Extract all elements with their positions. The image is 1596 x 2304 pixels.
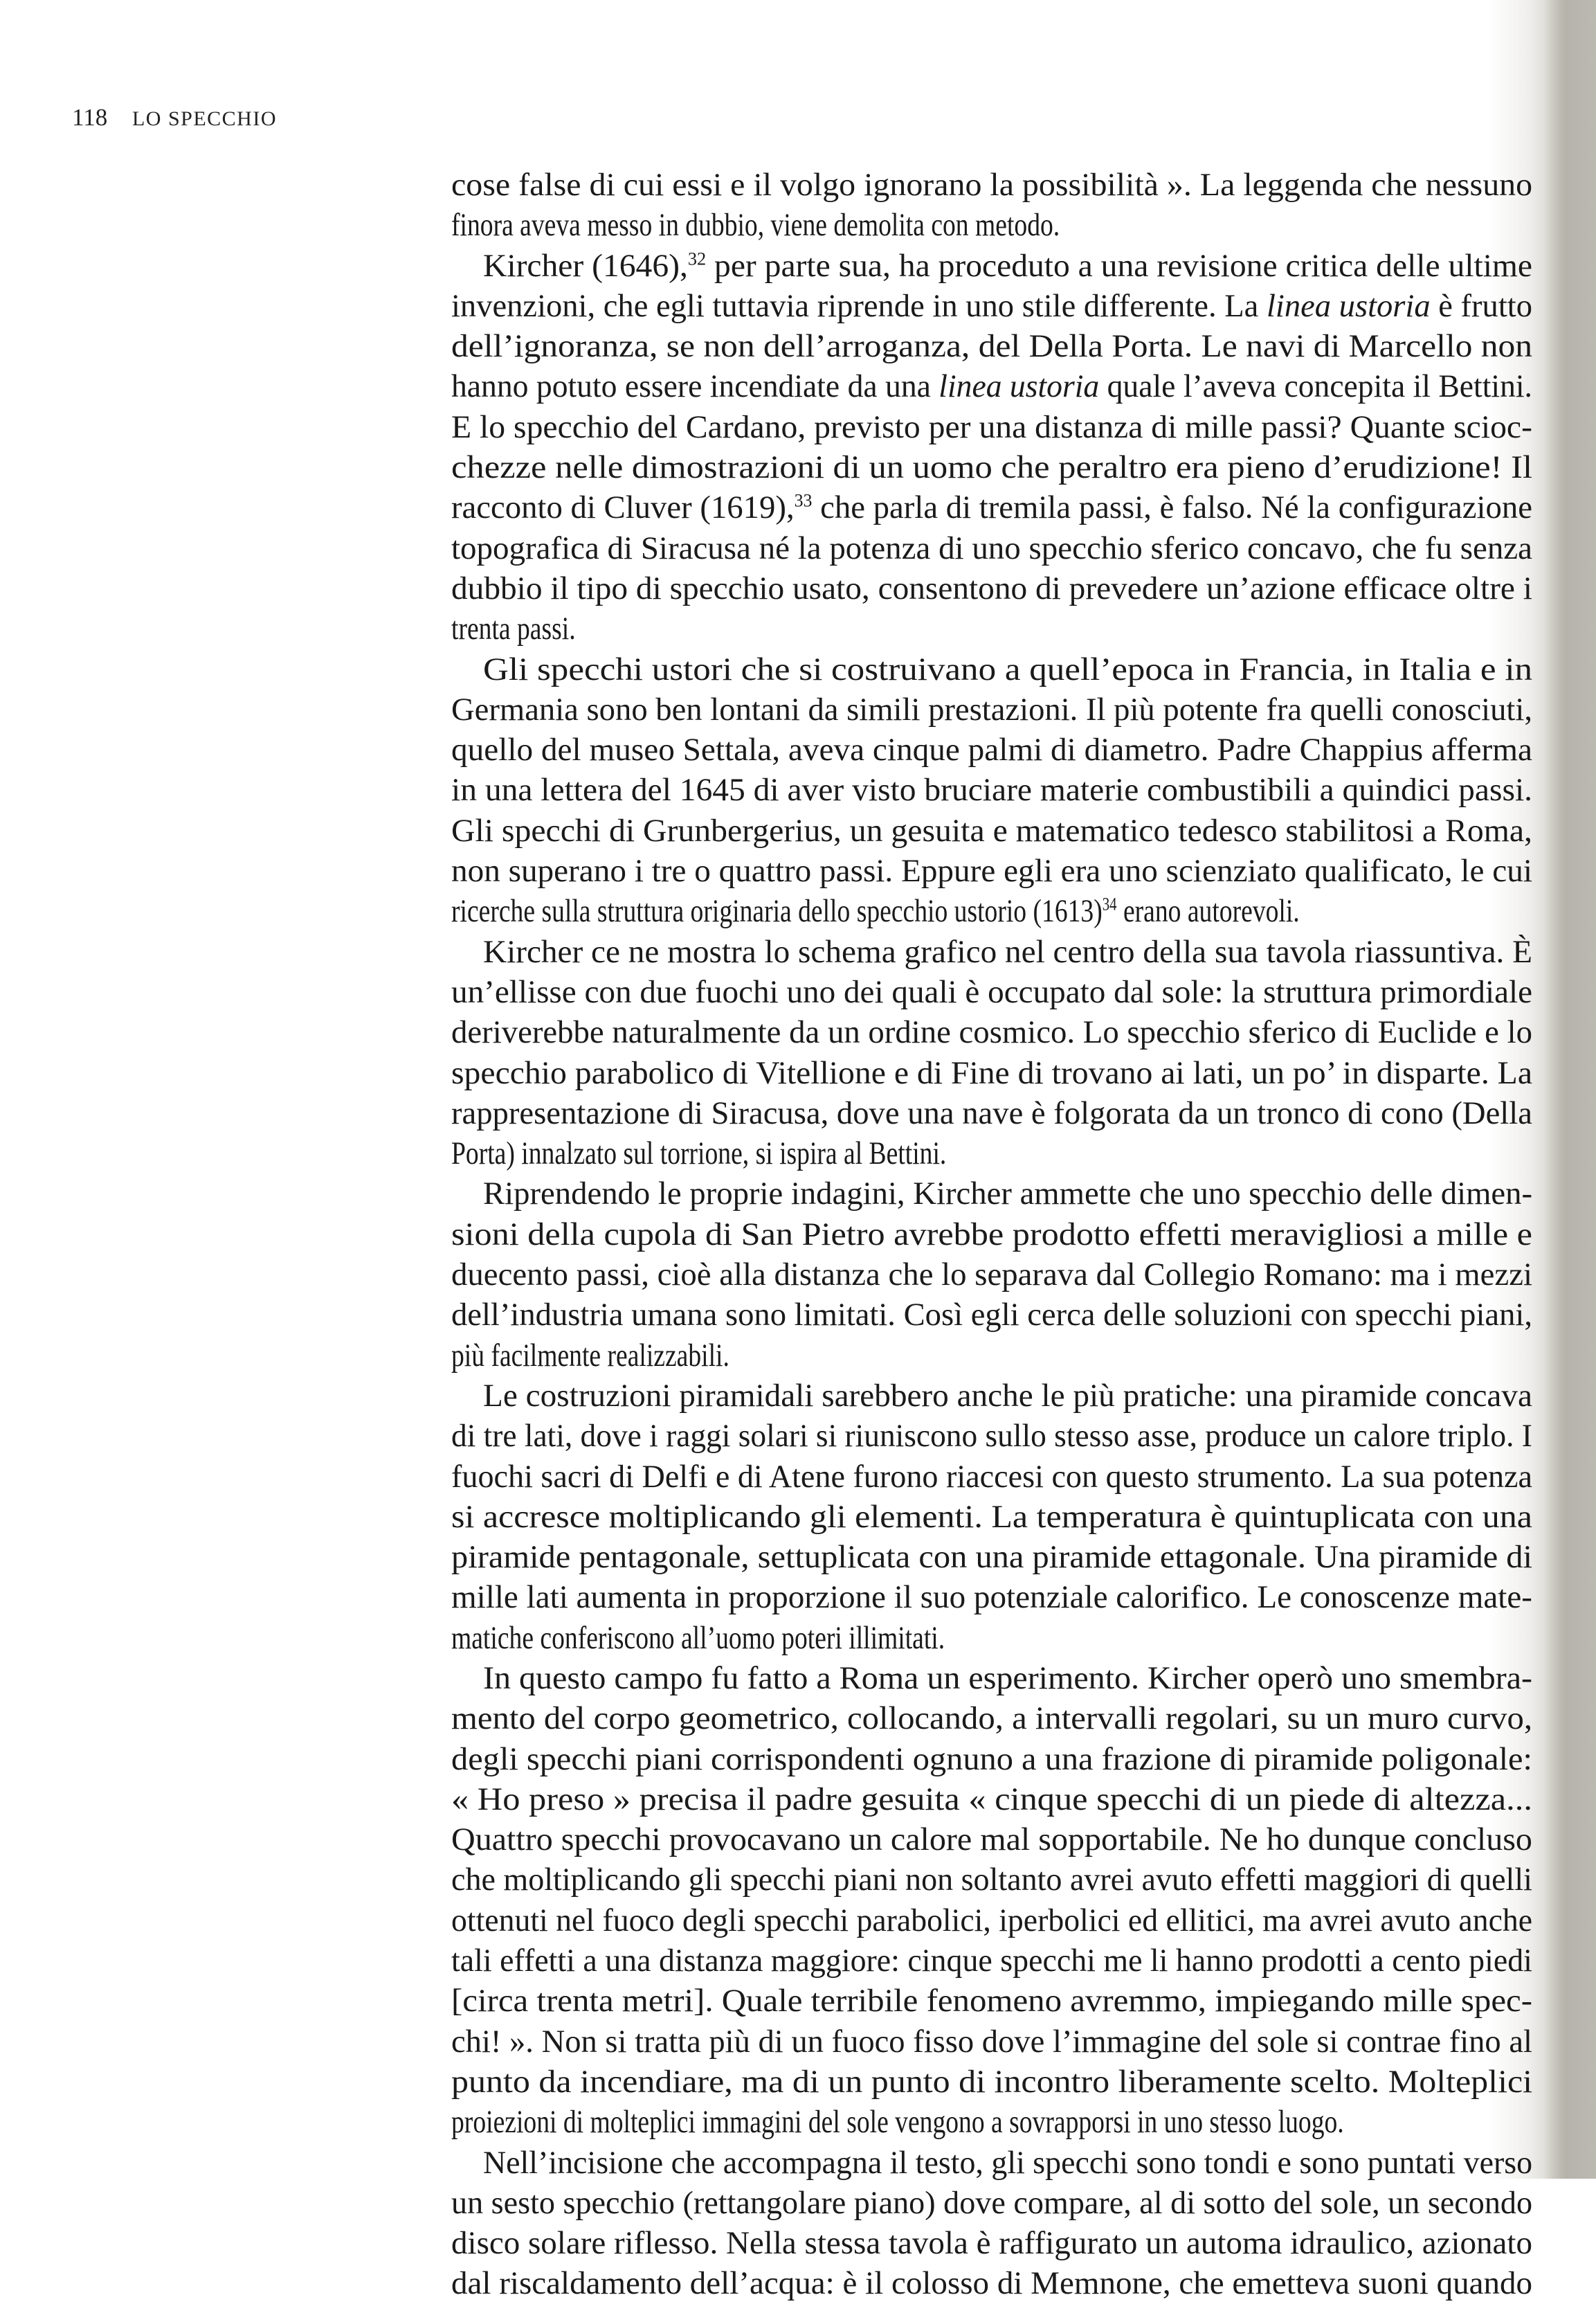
text-line [451, 1133, 1532, 1173]
text-line [451, 2223, 1532, 2263]
text-line-content [451, 487, 1532, 528]
text-line-content: ottenuti nel fuoco degli specchi parabolici, iperbolici ed ellitici, ma avrei avuto anche [451, 1902, 1533, 1938]
text-line-content: In questo campo fu fatto a Roma un esperimento. Kircher operò uno smembra- [483, 1659, 1533, 1696]
text-line-content: degli specchi piani corrispondenti ognuno a una frazione di piramide poligonale: [451, 1740, 1532, 1777]
text-line [451, 1173, 1532, 1214]
text-line [451, 1537, 1532, 1577]
text-line-content [451, 366, 1532, 406]
text-line-content: più facilmente realizzabili. [451, 1337, 729, 1374]
text-line [451, 568, 1532, 609]
text-line [451, 487, 1532, 528]
text-run: quale l’aveva concepita il Bettini. [1099, 368, 1532, 405]
text-line-content: matiche conferiscono all’uomo poteri illimitati. [451, 1619, 945, 1656]
text-line-content: trenta passi. [451, 611, 576, 647]
text-line [451, 1698, 1532, 1738]
text-line [451, 1779, 1532, 1819]
running-head [72, 104, 277, 132]
text-line [451, 1053, 1532, 1093]
text-line-content: mento del corpo geometrico, collocando, a intervalli regolari, su un muro curvo, [451, 1700, 1533, 1737]
text-line-content: [circa trenta metri]. Quale terribile fenomeno avremmo, impiegando mille spec- [451, 1983, 1533, 2019]
text-line-content: Quattro specchi provocavano un calore mal sopportabile. Ne ho dunque concluso [451, 1821, 1532, 1858]
text-line-content: dell’industria umana sono limitati. Così egli cerca delle soluzioni con specchi piani, [451, 1297, 1533, 1333]
text-line [451, 2143, 1532, 2183]
text-line [451, 286, 1532, 326]
text-line [451, 932, 1532, 972]
text-line-content: disco solare riflesso. Nella stessa tavola è raffigurato un automa idraulico, azionato [451, 2225, 1532, 2262]
text-line-content: quello del museo Settala, aveva cinque palmi di diametro. Padre Chappius afferma [451, 732, 1532, 768]
text-line [451, 165, 1532, 205]
text-line-content: deriverebbe naturalmente da un ordine cosmico. Lo specchio sferico di Euclide e lo [451, 1014, 1532, 1051]
text-line-content: dell’ignoranza, se non dell’arroganza, del Della Porta. Le navi di Marcello non [451, 328, 1533, 365]
text-run: che parla di tremila passi, è falso. Né la configurazione [812, 489, 1532, 526]
text-line-content: un’ellisse con due fuochi uno dei quali è occupato dal sole: la struttura primordiale [451, 973, 1533, 1010]
text-line-content: Gli specchi ustori che si costruivano a quell’epoca in Francia, in Italia e in [483, 651, 1533, 687]
text-line [451, 528, 1532, 568]
text-run: ricerche sulla struttura originaria dello specchio ustorio (1613) [451, 893, 1103, 930]
text-line [451, 447, 1532, 487]
text-run: racconto di Cluver (1619), [451, 489, 795, 526]
text-line-content: specchio parabolico di Vitellione e di Fine di trovano ai lati, un po’ in disparte. La [451, 1054, 1532, 1091]
text-line-content: si accresce moltiplicando gli elementi. La temperatura è quintuplicata con una [451, 1498, 1532, 1535]
text-line-content: non superano i tre o quattro passi. Eppure egli era uno scienziato qualificato, le cui [451, 853, 1532, 890]
text-line-content: Riprendendo le proprie indagini, Kircher ammette che uno specchio delle dimen- [483, 1176, 1533, 1212]
text-line-content: Nell’incisione che accompagna il testo, gli specchi sono tondi e sono puntati verso [483, 2144, 1533, 2181]
text-line-content: un sesto specchio (rettangolare piano) dove compare, al di sotto del sole, un secondo [451, 2184, 1533, 2221]
text-line [451, 407, 1532, 447]
text-line-content: finora aveva messo in dubbio, viene demolita con metodo. [451, 207, 1060, 244]
text-line [451, 2022, 1532, 2062]
text-line [451, 1295, 1532, 1335]
text-line-content: di tre lati, dove i raggi solari si riuniscono sullo stesso asse, produce un calore triplo. I [451, 1418, 1532, 1455]
text-line [451, 1093, 1532, 1133]
text-line-content: sioni della cupola di San Pietro avrebbe prodotto effetti meravigliosi a mille e [451, 1216, 1532, 1252]
text-line-content [451, 891, 1300, 931]
text-line [451, 366, 1532, 406]
text-line [451, 1658, 1532, 1698]
text-line-content: rappresentazione di Siracusa, dove una nave è folgorata da un tronco di cono (Della [451, 1095, 1532, 1131]
text-line-content: duecento passi, cioè alla distanza che lo separava dal Collegio Romano: ma i mezzi [451, 1257, 1532, 1293]
text-line [451, 1497, 1532, 1537]
text-line [451, 811, 1532, 851]
text-line [451, 1416, 1532, 1456]
text-line [451, 730, 1532, 770]
text-line-content [451, 286, 1532, 326]
text-line-content: piramide pentagonale, settuplicata con una piramide ettagonale. Una piramide di [451, 1539, 1533, 1576]
text-line-content: dubbio il tipo di specchio usato, consentono di prevedere un’azione efficace oltre i [451, 570, 1532, 606]
gutter-shadow [1554, 0, 1596, 2179]
text-line [451, 690, 1532, 730]
text-line [451, 1457, 1532, 1497]
text-line-content: topografica di Siracusa né la potenza di uno specchio sferico concavo, che fu senza [451, 530, 1532, 566]
text-line-content: chezze nelle dimostrazioni di un uomo che peraltro era pieno d’erudizione! Il [451, 449, 1533, 486]
text-line [451, 649, 1532, 690]
text-line [451, 326, 1532, 366]
text-line-content: tali effetti a una distanza maggiore: cinque specchi me li hanno prodotti a cento piedi [451, 1943, 1532, 1979]
italic-term: linea ustoria [1266, 287, 1431, 324]
text-line [451, 2183, 1532, 2223]
text-run: per parte sua, ha proceduto a una revisione critica delle ultime [706, 247, 1533, 284]
text-run: erano autorevoli. [1116, 893, 1300, 930]
text-line-content: cose false di cui essi e il volgo ignorano la possibilità ». La leggenda che nessuno [451, 167, 1533, 203]
italic-term: linea ustoria [938, 368, 1100, 405]
text-line-content: Germania sono ben lontani da simili prestazioni. Il più potente fra quelli conosciuti, [451, 691, 1533, 728]
text-line [451, 1254, 1532, 1295]
text-line [451, 1900, 1532, 1941]
text-line-content: dal riscaldamento dell’acqua: è il colosso di Memnone, che emetteva suoni quando [451, 2265, 1533, 2302]
text-line [451, 1618, 1532, 1658]
text-line-content: « Ho preso » precisa il padre gesuita « cinque specchi di un piede di altezza... [451, 1781, 1532, 1817]
footnote-ref: 33 [794, 490, 813, 511]
text-line [451, 891, 1532, 931]
text-line [451, 609, 1532, 649]
text-line [451, 1819, 1532, 1860]
text-line [451, 972, 1532, 1012]
text-line [451, 1739, 1532, 1779]
footnote-ref: 34 [1102, 894, 1117, 915]
text-line-content: che moltiplicando gli specchi piani non soltanto avrei avuto effetti maggiori di quelli [451, 1862, 1532, 1898]
text-line-content: Gli specchi di Grunbergerius, un gesuita e matematico tedesco stabilitosi a Roma, [451, 812, 1532, 849]
text-line-content: Porta) innalzato sul torrione, si ispira al Bettini. [451, 1135, 947, 1172]
text-line [451, 1577, 1532, 1617]
text-run: Kircher (1646), [483, 247, 688, 284]
text-line [451, 1012, 1532, 1052]
text-line [451, 1941, 1532, 1981]
page-number: 118 [72, 104, 108, 131]
text-line [451, 2062, 1532, 2102]
text-line-content: chi! ». Non si tratta più di un fuoco fisso dove l’immagine del sole si contrae fino al [451, 2023, 1532, 2060]
text-line-content [483, 246, 1532, 286]
text-run: hanno potuto essere incendiate da una [451, 368, 939, 405]
text-line [451, 770, 1532, 810]
text-line-content: fuochi sacri di Delfi e di Atene furono riaccesi con questo strumento. La sua potenza [451, 1458, 1532, 1495]
text-line [451, 205, 1532, 245]
text-line-content: Le costruzioni piramidali sarebbero anche le più pratiche: una piramide concava [483, 1377, 1532, 1414]
text-line [451, 1981, 1532, 2021]
text-line-content: punto da incendiare, ma di un punto di incontro liberamente scelto. Molteplici [451, 2063, 1533, 2100]
text-run: invenzioni, che egli tuttavia riprende in uno stile differente. La [451, 287, 1267, 324]
text-line-content: mille lati aumenta in proporzione il suo potenziale calorifico. Le conoscenze mate- [451, 1579, 1532, 1616]
text-run: è frutto [1430, 287, 1532, 324]
text-line [451, 1376, 1532, 1416]
text-line [451, 1214, 1532, 1254]
footnote-ref: 32 [687, 248, 707, 269]
text-line [451, 851, 1532, 891]
text-line-content: proiezioni di molteplici immagini del sole vengono a sovrapporsi in uno stesso luogo. [451, 2104, 1344, 2141]
text-line-content: E lo specchio del Cardano, previsto per una distanza di mille passi? Quante scioc- [451, 408, 1532, 445]
text-line [451, 2102, 1532, 2142]
text-line-content: in una lettera del 1645 di aver visto bruciare materie combustibili a quindici passi. [451, 772, 1533, 809]
text-line-content: Kircher ce ne mostra lo schema grafico nel centro della sua tavola riassuntiva. È [483, 933, 1533, 970]
text-line [451, 1860, 1532, 1900]
text-line [451, 2263, 1532, 2303]
text-line [451, 246, 1532, 286]
text-line [451, 1335, 1532, 1376]
running-title: LO SPECCHIO [132, 107, 277, 130]
body-text [451, 165, 1532, 2304]
